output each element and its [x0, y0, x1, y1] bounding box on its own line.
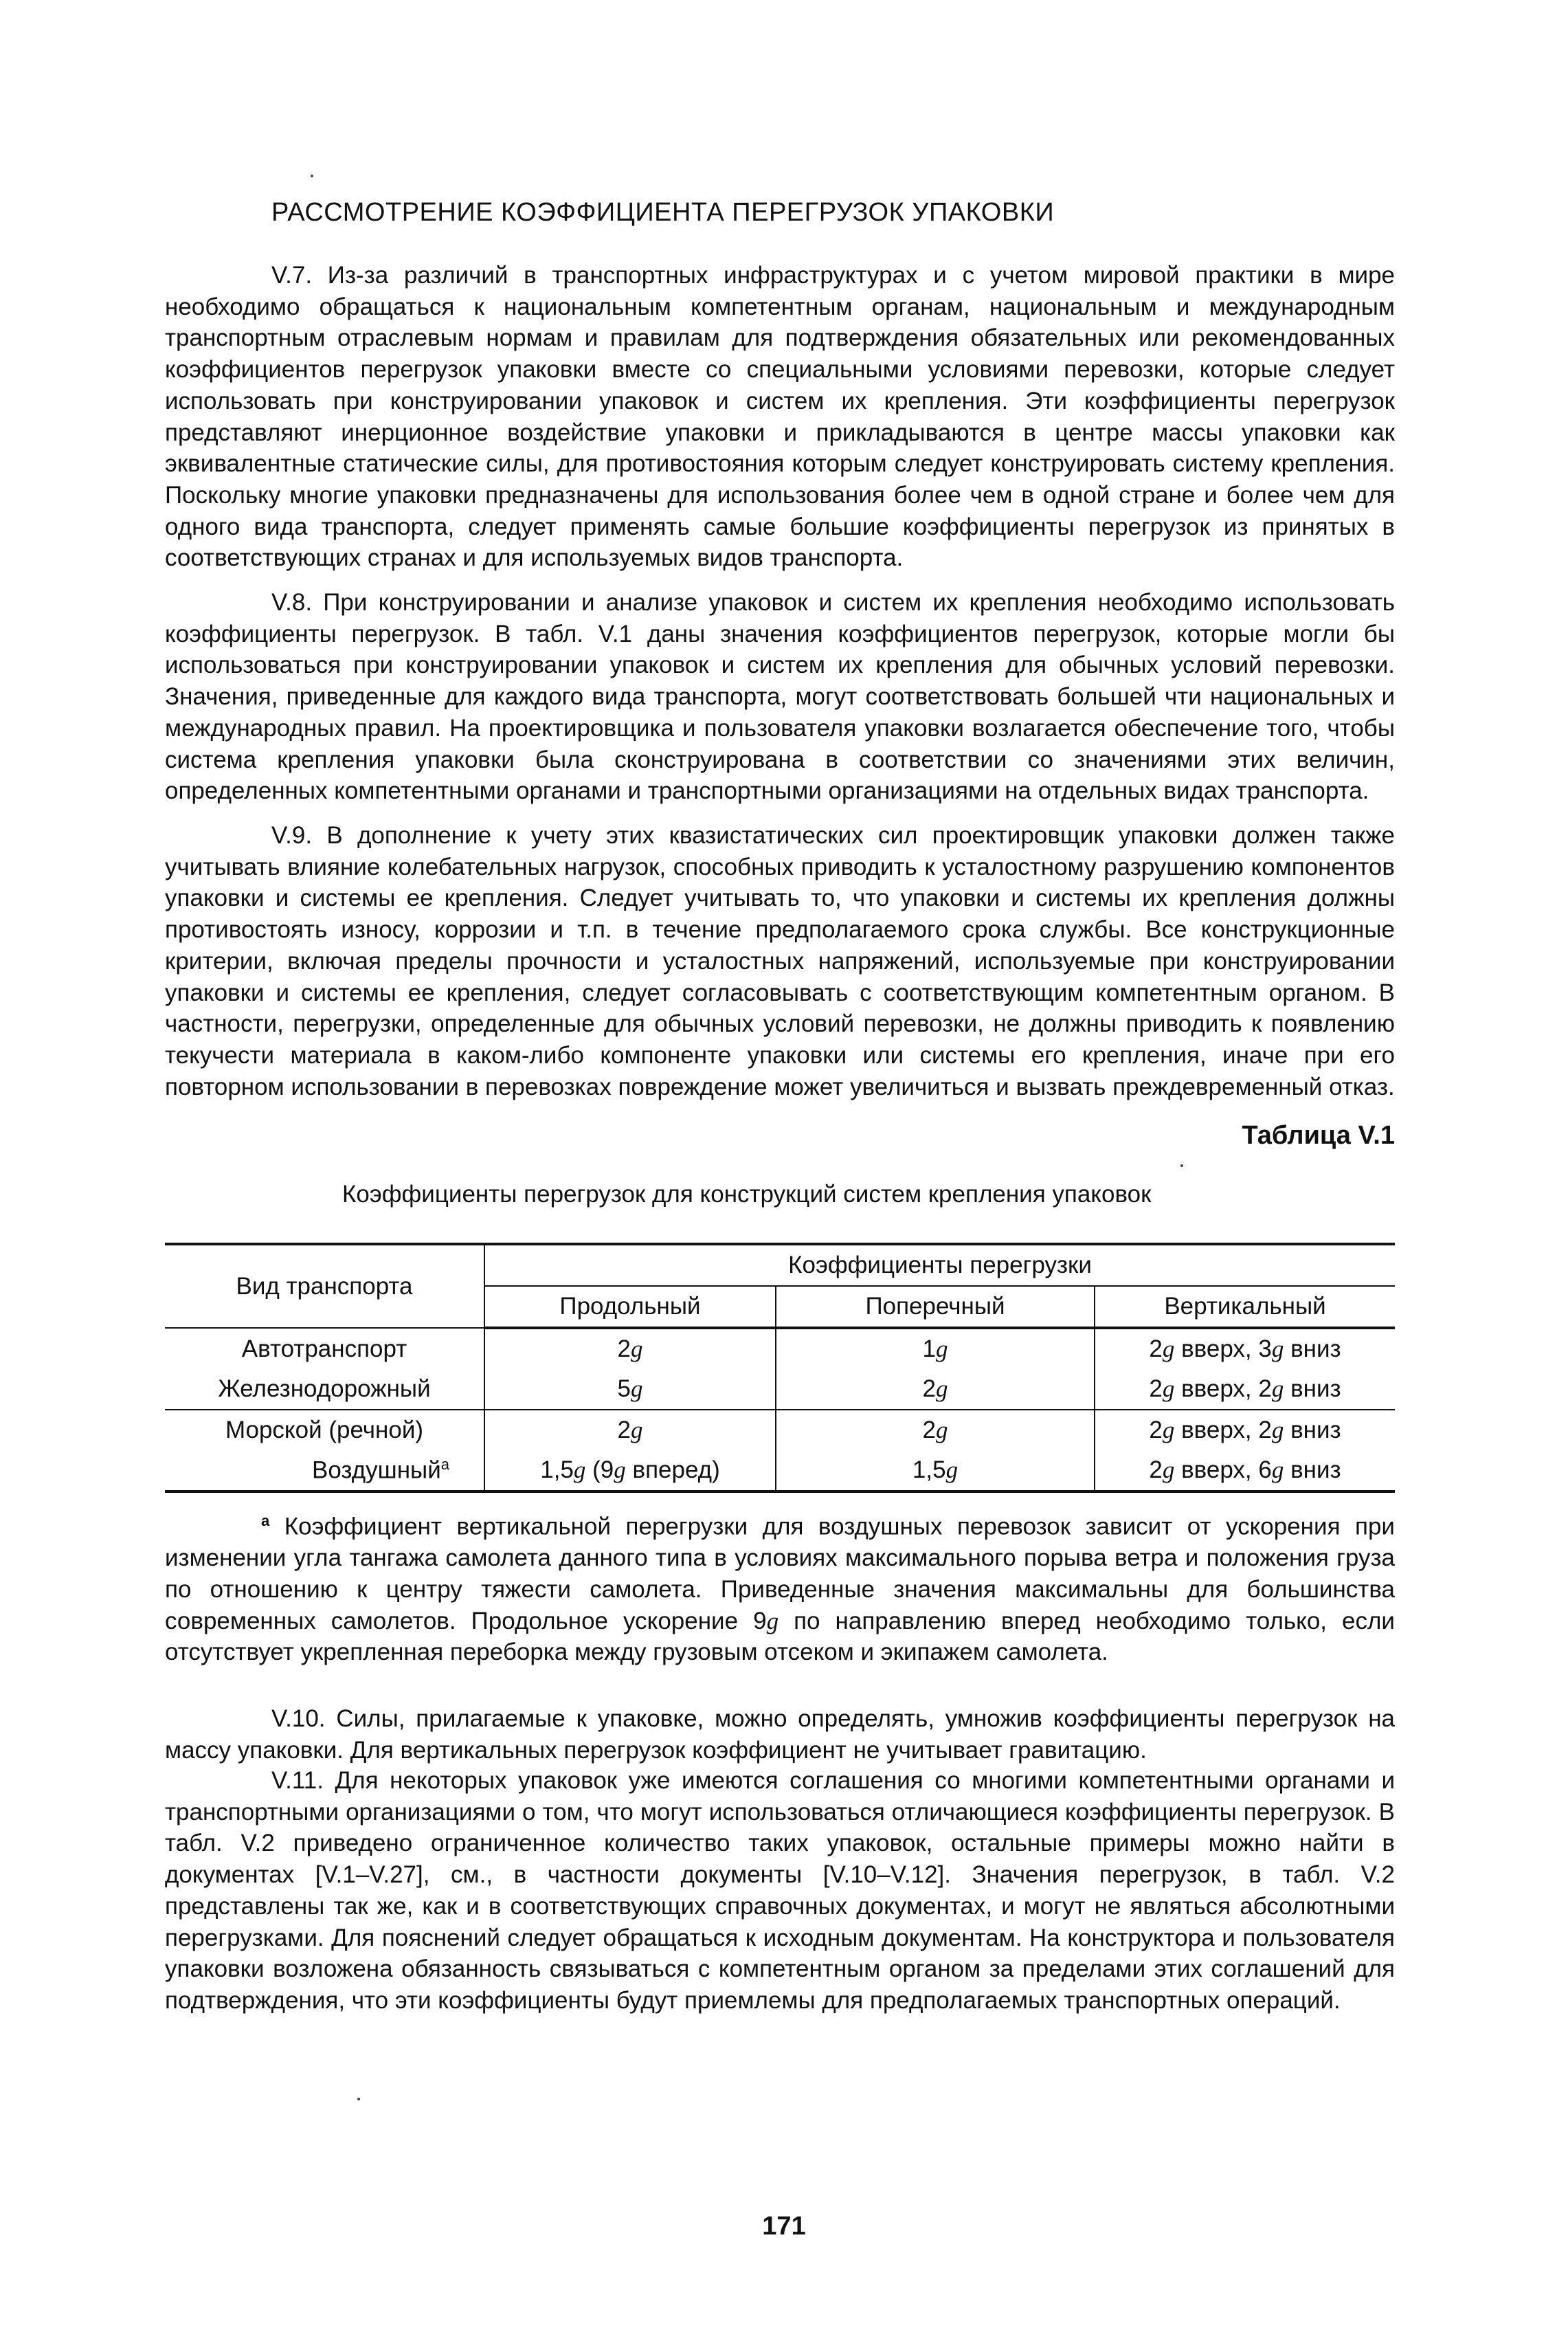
cell-mode: Железнодорожный: [165, 1369, 484, 1410]
paragraph-v10: V.10. Силы, прилагаемые к упаковке, можно определять, умножив коэффициенты перегрузок на массу упаковки. Для вертикальных перегрузок коэффициент не учитывает гравитацию.: [165, 1705, 1395, 1764]
header-transverse: Поперечный: [776, 1286, 1095, 1328]
cell-longitudinal: 2g: [484, 1328, 776, 1369]
cell-vertical: 2g вверх, 2g вниз: [1095, 1369, 1395, 1410]
table-row: [165, 1369, 1395, 1410]
paragraph-v7: V.7. Из-за различий в транспортных инфраструктурах и с учетом мировой практики в мире необходимо обращаться к национальным компетентным органам, национальным и международным транспортным отраслевым нормам и правилам для подтверждения обязательных или рекомендованных коэффициентов перегрузок упаковки вместе со специальными условиями перевозки, которые следует использовать при конструировании упаковок и систем их крепления. Эти коэффициенты перегрузок представляют инерционное воздействие упаковки и прикладываются в центре массы упаковки как эквивалентные статические силы, для противостояния которым следует конструировать систему крепления. Поскольку многие упаковки предназначены для использования более чем в одной стране и более чем для одного вида транспорта, следует применять самые большие коэффициенты перегрузок из принятых в соответствующих странах и для используемых видов транспорта.: [165, 262, 1395, 572]
paragraph-v11: V.11. Для некоторых упаковок уже имеются соглашения со многими компетентными органами и транспортными организациями о том, что могут использоваться отличающиеся коэффициенты перегрузок. В табл. V.2 приведено ограниченное количество таких упаковок, остальные примеры можно найти в документах [V.1–V.27], см., в частности документы [V.10–V.12]. Значения перегрузок, в табл. V.2 представлены так же, как и в соответствующих справочных документах, и могут не являться абсолютными перегрузками. Для пояснений следует обращаться к исходным документам. На конструктора и пользователя упаковки возложена обязанность связываться с компетентным органом за пределами этих соглашений для подтверждения, что эти коэффициенты будут приемлемы для предполагаемых транспортных операций.: [165, 1767, 1395, 2014]
cell-transverse: 2g: [776, 1369, 1095, 1410]
cell-mode: Воздушный$^а$: [165, 1450, 484, 1491]
footnote-marker: а: [261, 1512, 270, 1529]
table-row: [165, 1410, 1395, 1450]
header-load-factors: Коэффициенты перегрузки: [484, 1244, 1395, 1286]
header-transport-mode: Вид транспорта: [165, 1244, 484, 1328]
cell-longitudinal: 1,5g (9g вперед): [484, 1450, 776, 1491]
header-vertical: Вертикальный: [1095, 1286, 1395, 1328]
cell-mode: Морской (речной): [165, 1410, 484, 1450]
scan-speck: [311, 175, 313, 177]
cell-longitudinal: 5g: [484, 1369, 776, 1410]
cell-longitudinal: 2g: [484, 1410, 776, 1450]
table-footnote: $^а$ Коэффициент вертикальной перегрузки для воздушных перевозок зависит от ускорения при изменении угла тангажа самолета данного типа в условиях максимального порыва ветра и положения груза по отношению к центру тяжести самолета. Приведенные значения максимальны для большинства современных самолетов. Продольное ускорение 9g по направлению вперед необходимо только, если отсутствует укрепленная переборка между грузовым отсеком и экипажем самолета.: [165, 1512, 1395, 1666]
footnote-marker: а: [440, 1456, 449, 1474]
table-caption: Коэффициенты перегрузок для конструкций систем крепления упаковок: [342, 1181, 1152, 1208]
cell-vertical: 2g вверх, 2g вниз: [1095, 1410, 1395, 1450]
scan-speck: [357, 2098, 360, 2100]
paragraph-v9: V.9. В дополнение к учету этих квазистатических сил проектировщик упаковки должен также учитывать влияние колебательных нагрузок, способных приводить к усталостному разрушению компонентов упаковки и системы ее крепления. Следует учитывать то, что упаковки и системы их крепления должны противостоять износу, коррозии и т.п. в течение предполагаемого срока службы. Все конструкционные критерии, включая пределы прочности и усталостных напряжений, используемые при конструировании упаковки и системы ее крепления, следует согласовывать с соответствующим компетентным органом. В частности, перегрузки, определенные для обычных условий перевозки, не должны приводить к появлению текучести материала в каком-либо компоненте упаковки или системы его крепления, иначе при его повторном использовании в перевозках повреждение может увеличиться и вызвать преждевременный отказ.: [165, 822, 1395, 1100]
cell-transverse: 1,5g: [776, 1450, 1095, 1491]
table-row: [165, 1328, 1395, 1369]
table-row: [165, 1450, 1395, 1491]
page-number: 171: [762, 2212, 806, 2241]
paragraph-v8: V.8. При конструировании и анализе упаковок и систем их крепления необходимо использовать коэффициенты перегрузок. В табл. V.1 даны значения коэффициентов перегрузок, которые могли бы использоваться при конструировании упаковок и систем их крепления для обычных условий перевозки. Значения, приведенные для каждого вида транспорта, могут соответствовать большей чти национальных и международных правил. На проектировщика и пользователя упаковки возлагается обеспечение того, чтобы система крепления упаковки была сконструирована в соответствии со значениями этих величин, определенных компетентными органами и транспортными организациями на отдельных видах транспорта.: [165, 589, 1395, 805]
section-heading: РАССМОТРЕНИЕ КОЭФФИЦИЕНТА ПЕРЕГРУЗОК УПАКОВКИ: [271, 198, 1055, 227]
scan-speck: [1180, 1164, 1183, 1167]
header-longitudinal: Продольный: [484, 1286, 776, 1328]
cell-vertical: 2g вверх, 6g вниз: [1095, 1450, 1395, 1491]
table-label: Таблица V.1: [1242, 1121, 1395, 1150]
cell-transverse: 2g: [776, 1410, 1095, 1450]
cell-mode: Автотранспорт: [165, 1328, 484, 1369]
cell-transverse: 1g: [776, 1328, 1095, 1369]
load-factor-table: [165, 1243, 1395, 1493]
cell-vertical: 2g вверх, 3g вниз: [1095, 1328, 1395, 1369]
